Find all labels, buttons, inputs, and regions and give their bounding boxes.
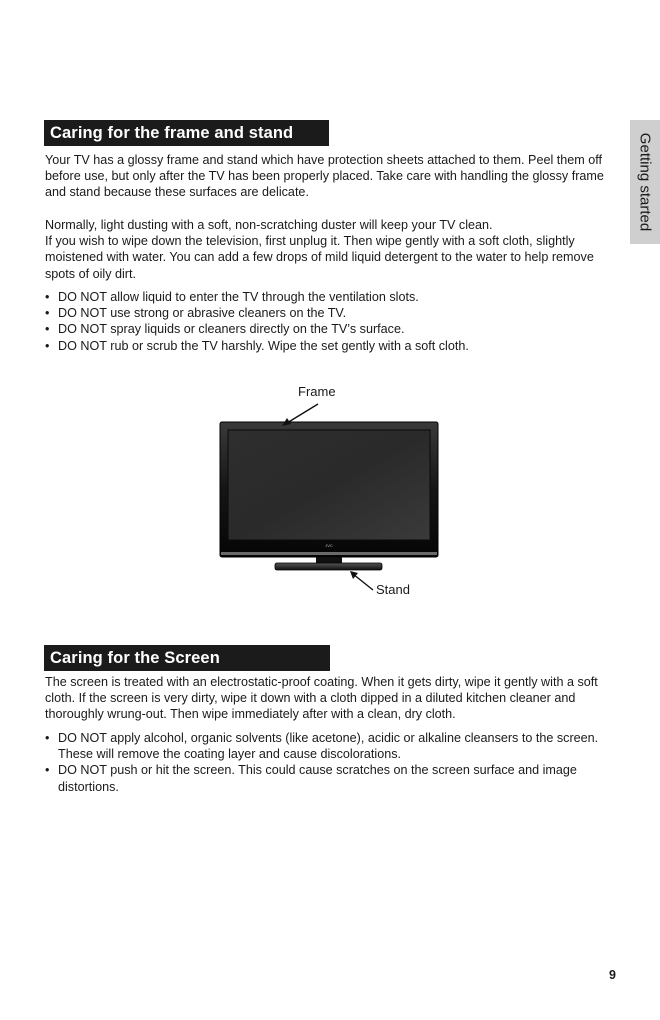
- list-item: • DO NOT spray liquids or cleaners directly on the TV’s surface.: [45, 322, 405, 337]
- stand-label: Stand: [376, 582, 410, 597]
- screen-care-paragraph: The screen is treated with an electrostatic-proof coating. When it gets dirty, wipe it gently with a soft cloth. If the screen is very dirty, wipe it down with a cloth dipped in a diluted kitchen cleaner and thoroughly wrung-out. Then wipe immediately after with a clean, dry cloth.: [45, 675, 598, 722]
- frame-label: Frame: [298, 384, 336, 399]
- page-number: 9: [609, 968, 616, 982]
- list-item: • DO NOT use strong or abrasive cleaners on the TV.: [45, 306, 347, 321]
- section-title-frame-and-stand: Caring for the frame and stand: [44, 120, 329, 146]
- list-item: • DO NOT push or hit the screen. This could cause scratches on the screen surface and image distortions.: [45, 763, 577, 794]
- wipe-instructions: If you wish to wipe down the television, first unplug it. Then wipe gently with a soft cloth, slightly moistened with water. You can add a few drops of mild liquid detergent to the water to help remove spots of oily dirt.: [45, 234, 594, 281]
- tv-screen: [228, 430, 430, 540]
- section-title-screen: Caring for the Screen: [44, 645, 330, 671]
- list-item: • DO NOT rub or scrub the TV harshly. Wipe the set gently with a soft cloth.: [45, 338, 469, 353]
- dusting-line: Normally, light dusting with a soft, non-scratching duster will keep your TV clean.: [45, 218, 493, 232]
- tv-brand-logo: JVC: [325, 543, 333, 548]
- tv-stand: [275, 563, 382, 570]
- side-tab-label: Getting started: [636, 132, 654, 232]
- frame-care-paragraph: Your TV has a glossy frame and stand which have protection sheets attached to them. Peel them off before use, but only after the TV has been properly placed. Take care with handling the glossy frame and stand because these surfaces are delicate.: [45, 153, 604, 200]
- screen-care-bullet-list: [45, 730, 620, 795]
- list-item: • DO NOT allow liquid to enter the TV through the ventilation slots.: [45, 290, 419, 304]
- list-item: • DO NOT apply alcohol, organic solvents (like acetone), acidic or alkaline cleansers to the screen. These will remove the coating layer and cause discolorations.: [45, 731, 599, 762]
